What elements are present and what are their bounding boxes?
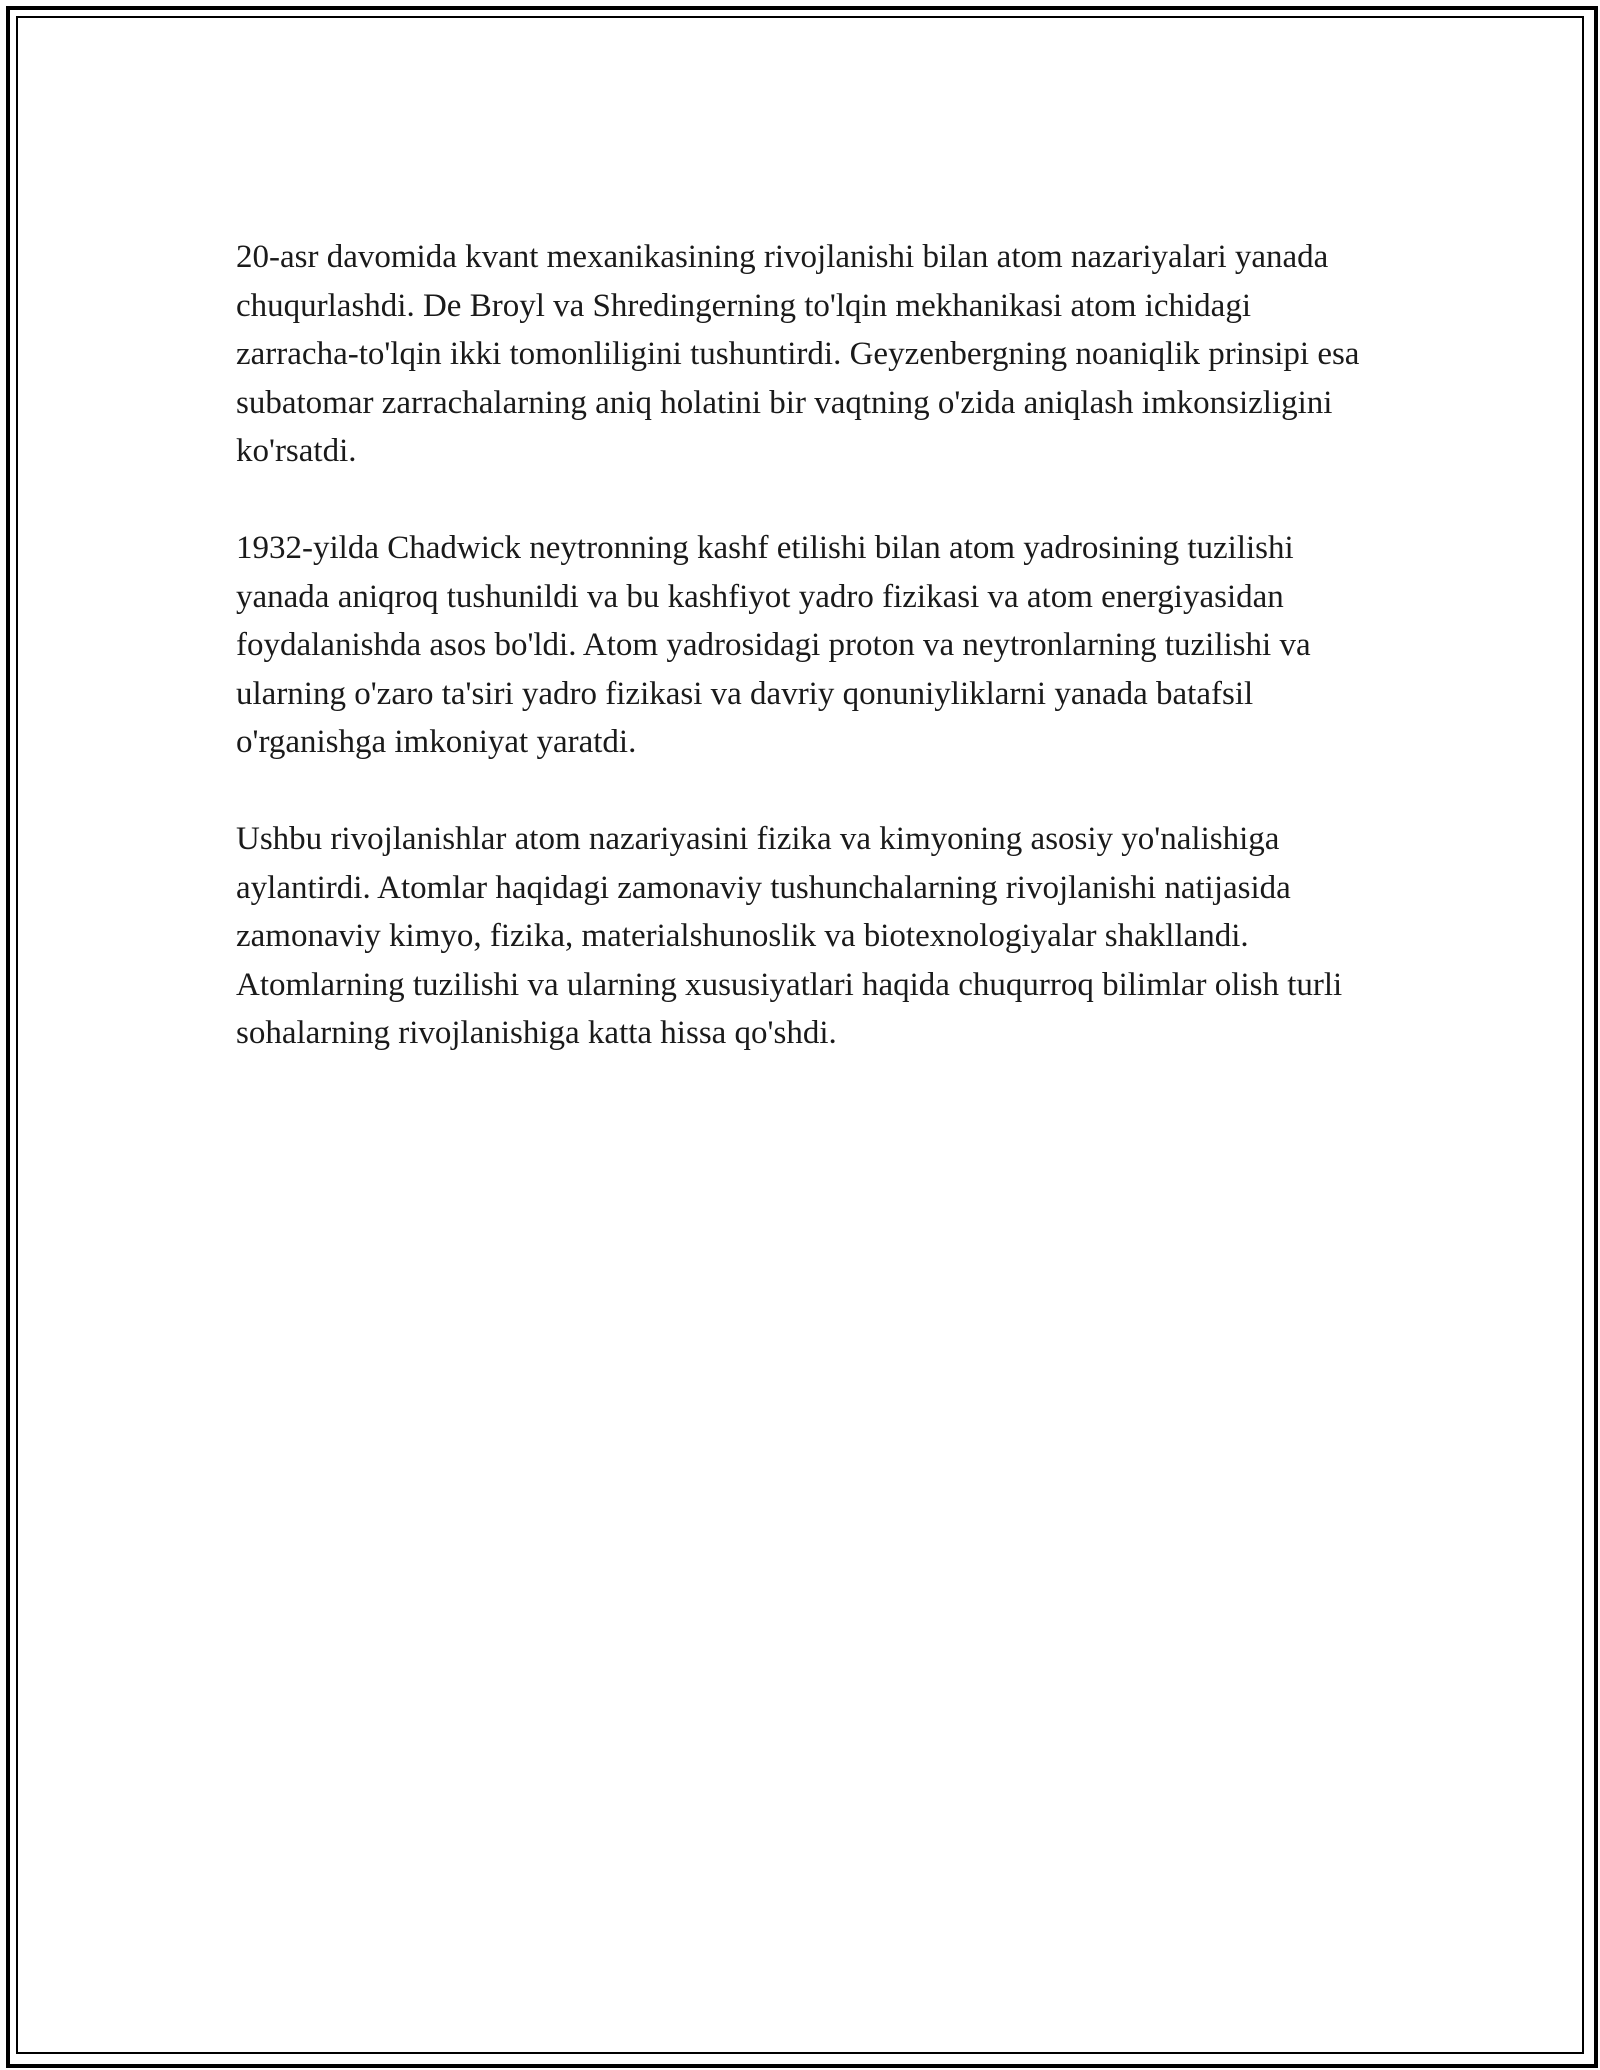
document-body	[236, 233, 1376, 1106]
paragraph-2: 1932-yilda Chadwick neytronning kashf etilishi bilan atom yadrosining tuzilishi yanada aniqroq tushunildi va bu kashfiyot yadro fizikasi va atom energiyasidan foydalanishda asos bo'ldi. Atom yadrosidagi proton va neytronlarning tuzilishi va ularning o'zaro ta'siri yadro fizikasi va davriy qonuniyliklarni yanada batafsil o'rganishga imkoniyat yaratdi.	[236, 530, 1311, 760]
paragraph-1: 20-asr davomida kvant mexanikasining rivojlanishi bilan atom nazariyalari yanada chuqurlashdi. De Broyl va Shredingerning to'lqin mekhanikasi atom ichidagi zarracha-to'lqin ikki tomonliligini tushuntirdi. Geyzenbergning noaniqlik prinsipi esa subatomar zarrachalarning aniq holatini bir vaqtning o'zida aniqlash imkonsizligini ko'rsatdi.	[236, 239, 1360, 469]
paragraph-3: Ushbu rivojlanishlar atom nazariyasini fizika va kimyoning asosiy yo'nalishiga aylantirdi. Atomlar haqidagi zamonaviy tushunchalarning rivojlanishi natijasida zamonaviy kimyo, fizika, materialshunoslik va biotexnologiyalar shakllandi. Atomlarning tuzilishi va ularning xususiyatlari haqida chuqurroq bilimlar olish turli sohalarning rivojlanishiga katta hissa qo'shdi.	[236, 821, 1343, 1051]
